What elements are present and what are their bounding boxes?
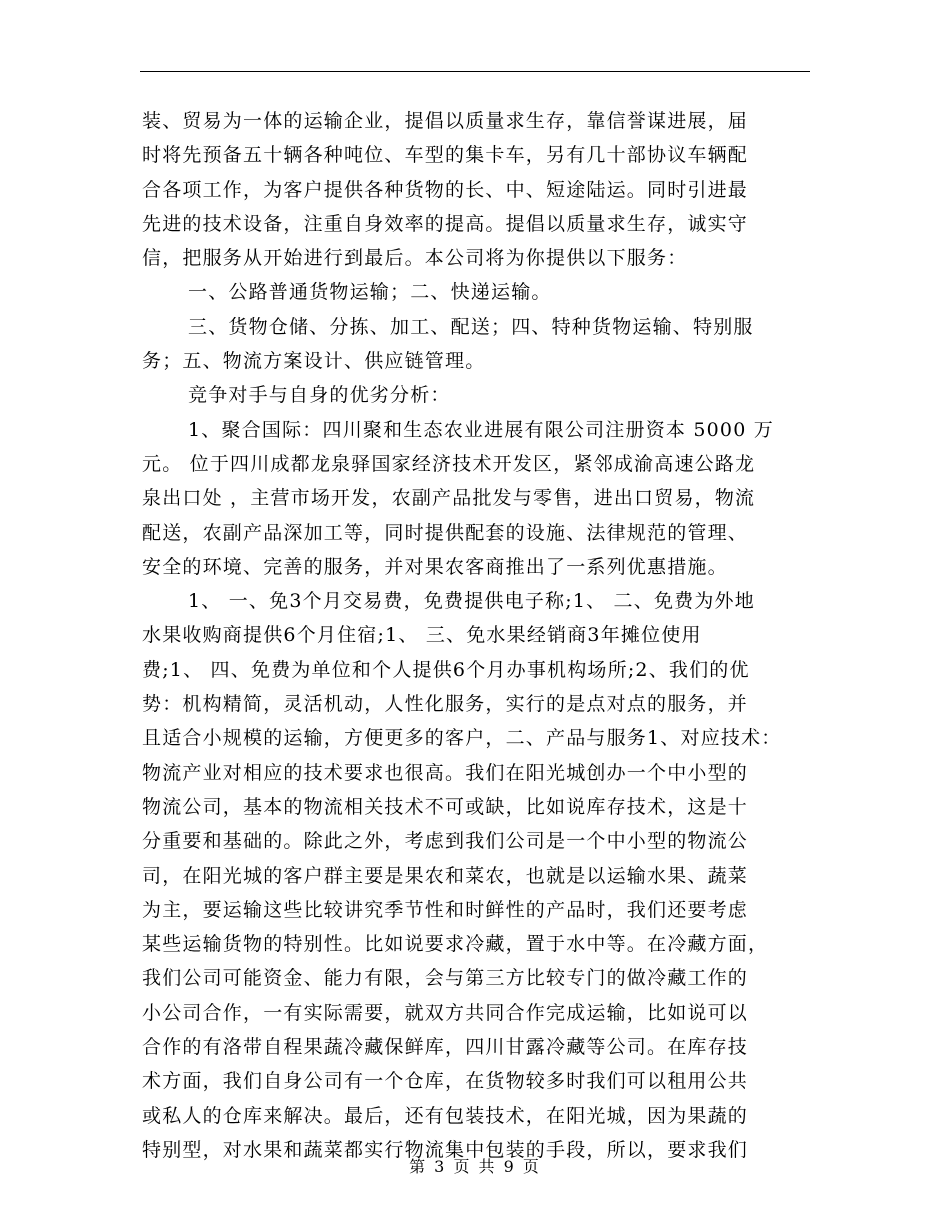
text-line: 信，把服务从开始进行到最后。本公司将为你提供以下服务： — [142, 247, 688, 270]
text-line: 物流产业对相应的技术要求也很高。我们在阳光城创办一个中小型的 — [142, 761, 749, 784]
text-line: 小公司合作，一有实际需要，就双方共同合作完成运输，比如说可以 — [142, 1001, 749, 1024]
text-line: 先进的技术设备，注重自身效率的提高。提倡以质量求生存，诚实守 — [142, 212, 749, 235]
text-line: 术方面，我们自身公司有一个仓库，在货物较多时我们可以租用公共 — [142, 1070, 749, 1093]
header-rule — [140, 71, 810, 72]
page-number: 第 3 页 共 9 页 — [409, 1157, 541, 1176]
text-line: 时将先预备五十辆各种吨位、车型的集卡车，另有几十部协议车辆配 — [142, 144, 749, 167]
text-line: 特别型，对水果和蔬菜都实行物流集中包装的手段，所以，要求我们 — [142, 1138, 749, 1161]
text-line: 物流公司，基本的物流相关技术不可或缺，比如说库存技术，这是十 — [142, 795, 749, 818]
text-line: 竞争对手与自身的优劣分析： — [188, 384, 451, 407]
text-line: 元。 位于四川成都龙泉驿国家经济技术开发区，紧邻成渝高速公路龙 — [142, 452, 756, 475]
text-line: 司，在阳光城的客户群主要是果农和菜农，也就是以运输水果、蔬菜 — [142, 864, 749, 887]
text-line: 势：机构精简，灵活机动，人性化服务，实行的是点对点的服务，并 — [142, 693, 749, 716]
text-line: 费;1、 四、免费为单位和个人提供6个月办事机构场所;2、我们的优 — [142, 658, 750, 681]
text-line: 水果收购商提供6个月住宿;1、 三、免水果经销商3年摊位使用 — [142, 624, 702, 647]
text-line: 泉出口处 ，主营市场开发，农副产品批发与零售，进出口贸易，物流 — [142, 487, 756, 510]
text-line: 1、聚合国际：四川聚和生态农业进展有限公司注册资本 5000 万 — [188, 418, 774, 441]
text-line: 分重要和基础的。除此之外，考虑到我们公司是一个中小型的物流公 — [142, 830, 749, 853]
text-line: 合各项工作，为客户提供各种货物的长、中、短途陆运。同时引进最 — [142, 178, 749, 201]
text-line: 且适合小规模的运输，方便更多的客户，二、产品与服务1、对应技术： — [142, 727, 782, 750]
text-line: 务；五、物流方案设计、供应链管理。 — [142, 350, 486, 373]
text-line: 配送，农副产品深加工等，同时提供配套的设施、法律规范的管理、 — [142, 521, 749, 544]
text-line: 三、货物仓储、分拣、加工、配送；四、特种货物运输、特别服 — [188, 315, 754, 338]
document-body — [142, 104, 814, 1167]
text-line: 某些运输货物的特别性。比如说要求冷藏，置于水中等。在冷藏方面， — [142, 933, 769, 956]
text-line: 为主，要运输这些比较讲究季节性和时鲜性的产品时，我们还要考虑 — [142, 898, 749, 921]
text-line: 装、贸易为一体的运输企业，提倡以质量求生存，靠信誉谋进展，届 — [142, 110, 749, 132]
text-line: 一、公路普通货物运输；二、快递运输。 — [188, 281, 552, 304]
text-line: 1、 一、免3个月交易费，免费提供电子称;1、 二、免费为外地 — [188, 590, 755, 613]
text-line: 安全的环境、完善的服务，并对果农客商推出了一系列优惠措施。 — [142, 555, 728, 578]
text-line: 或私人的仓库来解决。最后，还有包装技术，在阳光城，因为果蔬的 — [142, 1104, 749, 1127]
text-line: 合作的有洛带自程果蔬冷藏保鲜库，四川甘露冷藏等公司。在库存技 — [142, 1036, 749, 1059]
text-line: 我们公司可能资金、能力有限，会与第三方比较专门的做冷藏工作的 — [142, 967, 749, 990]
